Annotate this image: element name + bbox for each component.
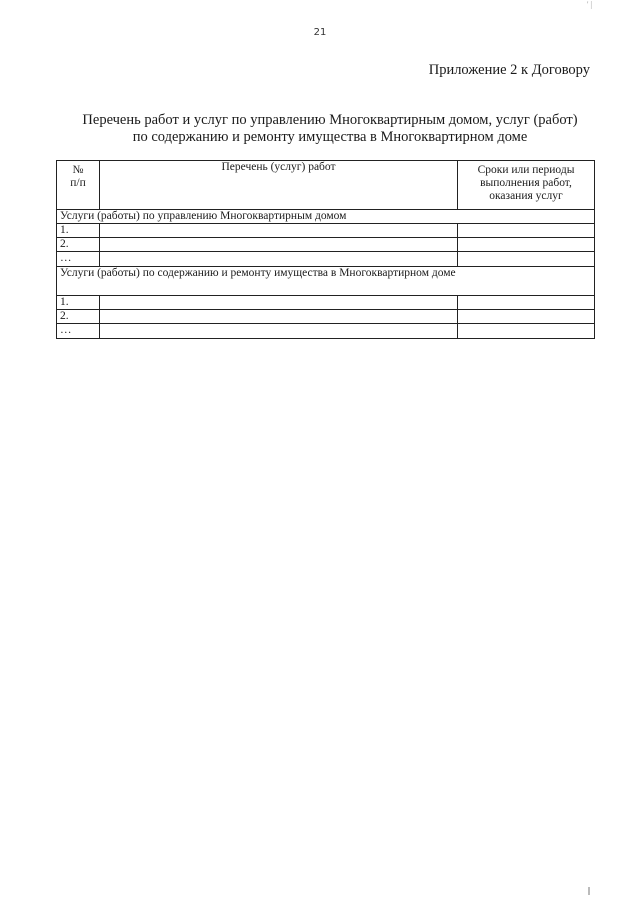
row-term-cell[interactable] <box>458 324 595 339</box>
table-header-row <box>57 161 595 210</box>
table-row <box>57 296 595 310</box>
row-work-cell[interactable] <box>100 238 458 252</box>
scan-corner-mark: ' | <box>586 0 592 9</box>
section-row <box>57 210 595 224</box>
section-row <box>57 267 595 296</box>
header-works: Перечень (услуг) работ <box>100 161 458 210</box>
table-row <box>57 238 595 252</box>
page-number: 21 <box>313 27 327 38</box>
table-row <box>57 252 595 267</box>
row-work-cell[interactable] <box>100 324 458 339</box>
row-number: … <box>57 252 100 267</box>
row-work-cell[interactable] <box>100 310 458 324</box>
row-term-cell[interactable] <box>458 252 595 267</box>
section-title-maintenance: Услуги (работы) по содержанию и ремонту имущества в Многоквартирном доме <box>57 267 595 296</box>
row-number: 1. <box>57 224 100 238</box>
row-term-cell[interactable] <box>458 238 595 252</box>
header-number: № п/п <box>57 161 100 210</box>
works-services-table <box>56 160 595 339</box>
row-number: 2. <box>57 238 100 252</box>
document-title-line-2: по содержанию и ремонту имущества в Многоквартирном доме <box>132 129 528 145</box>
row-number: 2. <box>57 310 100 324</box>
header-terms: Сроки или периоды выполнения работ, оказания услуг <box>458 161 595 210</box>
row-term-cell[interactable] <box>458 310 595 324</box>
row-number: 1. <box>57 296 100 310</box>
row-work-cell[interactable] <box>100 224 458 238</box>
table-row <box>57 224 595 238</box>
row-work-cell[interactable] <box>100 252 458 267</box>
document-title <box>40 112 620 146</box>
table-row <box>57 324 595 339</box>
row-work-cell[interactable] <box>100 296 458 310</box>
section-title-management: Услуги (работы) по управлению Многоквартирным домом <box>57 210 595 224</box>
scan-edge-mark <box>588 887 590 895</box>
table-row <box>57 310 595 324</box>
row-number: … <box>57 324 100 339</box>
document-title-line-1: Перечень работ и услуг по управлению Многоквартирным домом, услуг (работ) <box>82 112 578 128</box>
row-term-cell[interactable] <box>458 296 595 310</box>
row-term-cell[interactable] <box>458 224 595 238</box>
appendix-label: Приложение 2 к Договору <box>428 62 590 78</box>
